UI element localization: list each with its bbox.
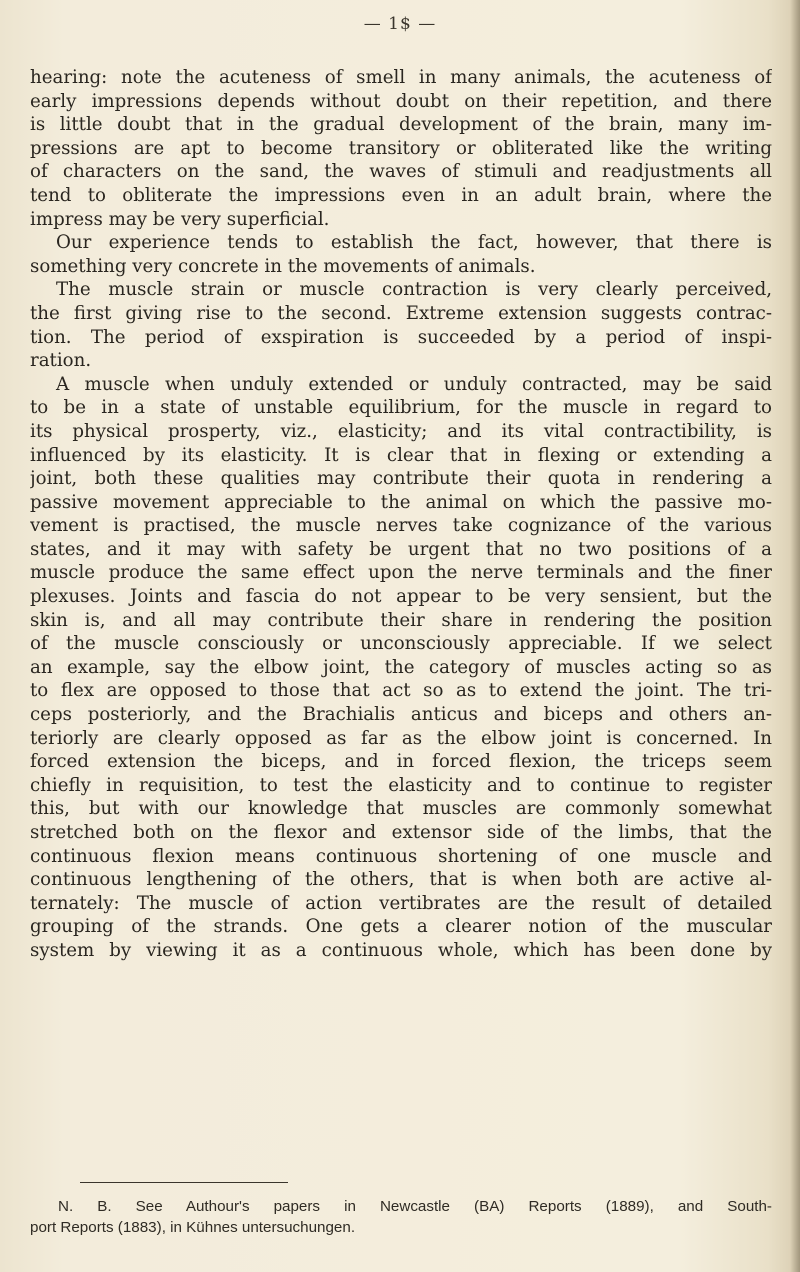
body-text: [30, 66, 772, 963]
page-edge-shadow: [790, 0, 800, 1272]
text-line: its physical prosperty, viz., elasticity; and its vital contractibility, is: [30, 420, 772, 442]
footnote-line: N. B. See Authour's papers in Newcastle (BA) Reports (1889), and South-: [58, 1198, 772, 1215]
text-line: impress may be very superficial.: [30, 208, 330, 230]
text-line: this, but with our knowledge that muscles are commonly somewhat: [30, 798, 772, 820]
text-line: something very concrete in the movements of animals.: [30, 255, 536, 277]
text-line: states, and it may with safety be urgent that no two positions of a: [30, 538, 772, 560]
text-line: early impressions depends without doubt on their repetition, and there: [30, 90, 772, 112]
text-line: the first giving rise to the second. Extreme extension suggests contrac-: [30, 302, 772, 324]
text-line: of characters on the sand, the waves of stimuli and readjustments all: [30, 161, 772, 183]
text-line: chiefly in requisition, to test the elasticity and to continue to register: [30, 774, 772, 796]
text-line: pressions are apt to become transitory or obliterated like the writing: [30, 137, 772, 159]
text-line: Our experience tends to establish the fact, however, that there is: [56, 232, 772, 254]
footnote-rule: [80, 1182, 288, 1183]
text-line: grouping of the strands. One gets a clearer notion of the muscular: [30, 916, 772, 938]
text-line: to flex are opposed to those that act so as to extend the joint. The tri-: [30, 680, 772, 702]
text-line: continuous flexion means continuous shortening of one muscle and: [30, 845, 772, 867]
text-line: an example, say the elbow joint, the category of muscles acting so as: [30, 656, 772, 678]
text-line: tend to obliterate the impressions even in an adult brain, where the: [30, 184, 772, 206]
page-number: — 1$ —: [363, 14, 437, 34]
text-line: A muscle when unduly extended or unduly contracted, may be said: [56, 373, 772, 395]
text-line: joint, both these qualities may contribute their quota in rendering a: [30, 468, 772, 490]
text-line: plexuses. Joints and fascia do not appear to be very sensient, but the: [30, 586, 772, 608]
text-line: ternately: The muscle of action vertibrates are the result of detailed: [30, 892, 772, 914]
text-line: system by viewing it as a continuous whole, which has been done by: [30, 939, 772, 961]
text-line: to be in a state of unstable equilibrium, for the muscle in regard to: [30, 397, 772, 419]
footnote: [30, 1196, 772, 1238]
text-line: teriorly are clearly opposed as far as the elbow joint is concerned. In: [30, 727, 772, 749]
text-line: stretched both on the flexor and extensor side of the limbs, that the: [30, 822, 772, 843]
text-line: ration.: [30, 350, 92, 372]
text-line: forced extension the biceps, and in forced flexion, the triceps seem: [30, 751, 772, 773]
text-line: tion. The period of exspiration is succeeded by a period of inspi-: [30, 326, 772, 348]
text-line: hearing: note the acuteness of smell in many animals, the acuteness of: [30, 67, 772, 88]
text-line: is little doubt that in the gradual development of the brain, many im-: [30, 114, 772, 136]
text-line: muscle produce the same effect upon the nerve terminals and the finer: [30, 562, 772, 584]
text-line: continuous lengthening of the others, that is when both are active al-: [30, 869, 772, 891]
text-line: passive movement appreciable to the animal on which the passive mo-: [30, 491, 772, 513]
text-line: The muscle strain or muscle contraction is very clearly perceived,: [56, 279, 772, 301]
text-line: skin is, and all may contribute their share in rendering the position: [30, 609, 772, 631]
text-line: of the muscle consciously or unconsciously appreciable. If we select: [30, 633, 772, 655]
footnote-line: port Reports (1883), in Kühnes untersuchungen.: [30, 1219, 356, 1236]
text-line: influenced by its elasticity. It is clear that in flexing or extending a: [30, 444, 772, 466]
text-line: vement is practised, the muscle nerves take cognizance of the various: [30, 515, 772, 537]
text-line: ceps posteriorly, and the Brachialis anticus and biceps and others an-: [30, 704, 772, 726]
